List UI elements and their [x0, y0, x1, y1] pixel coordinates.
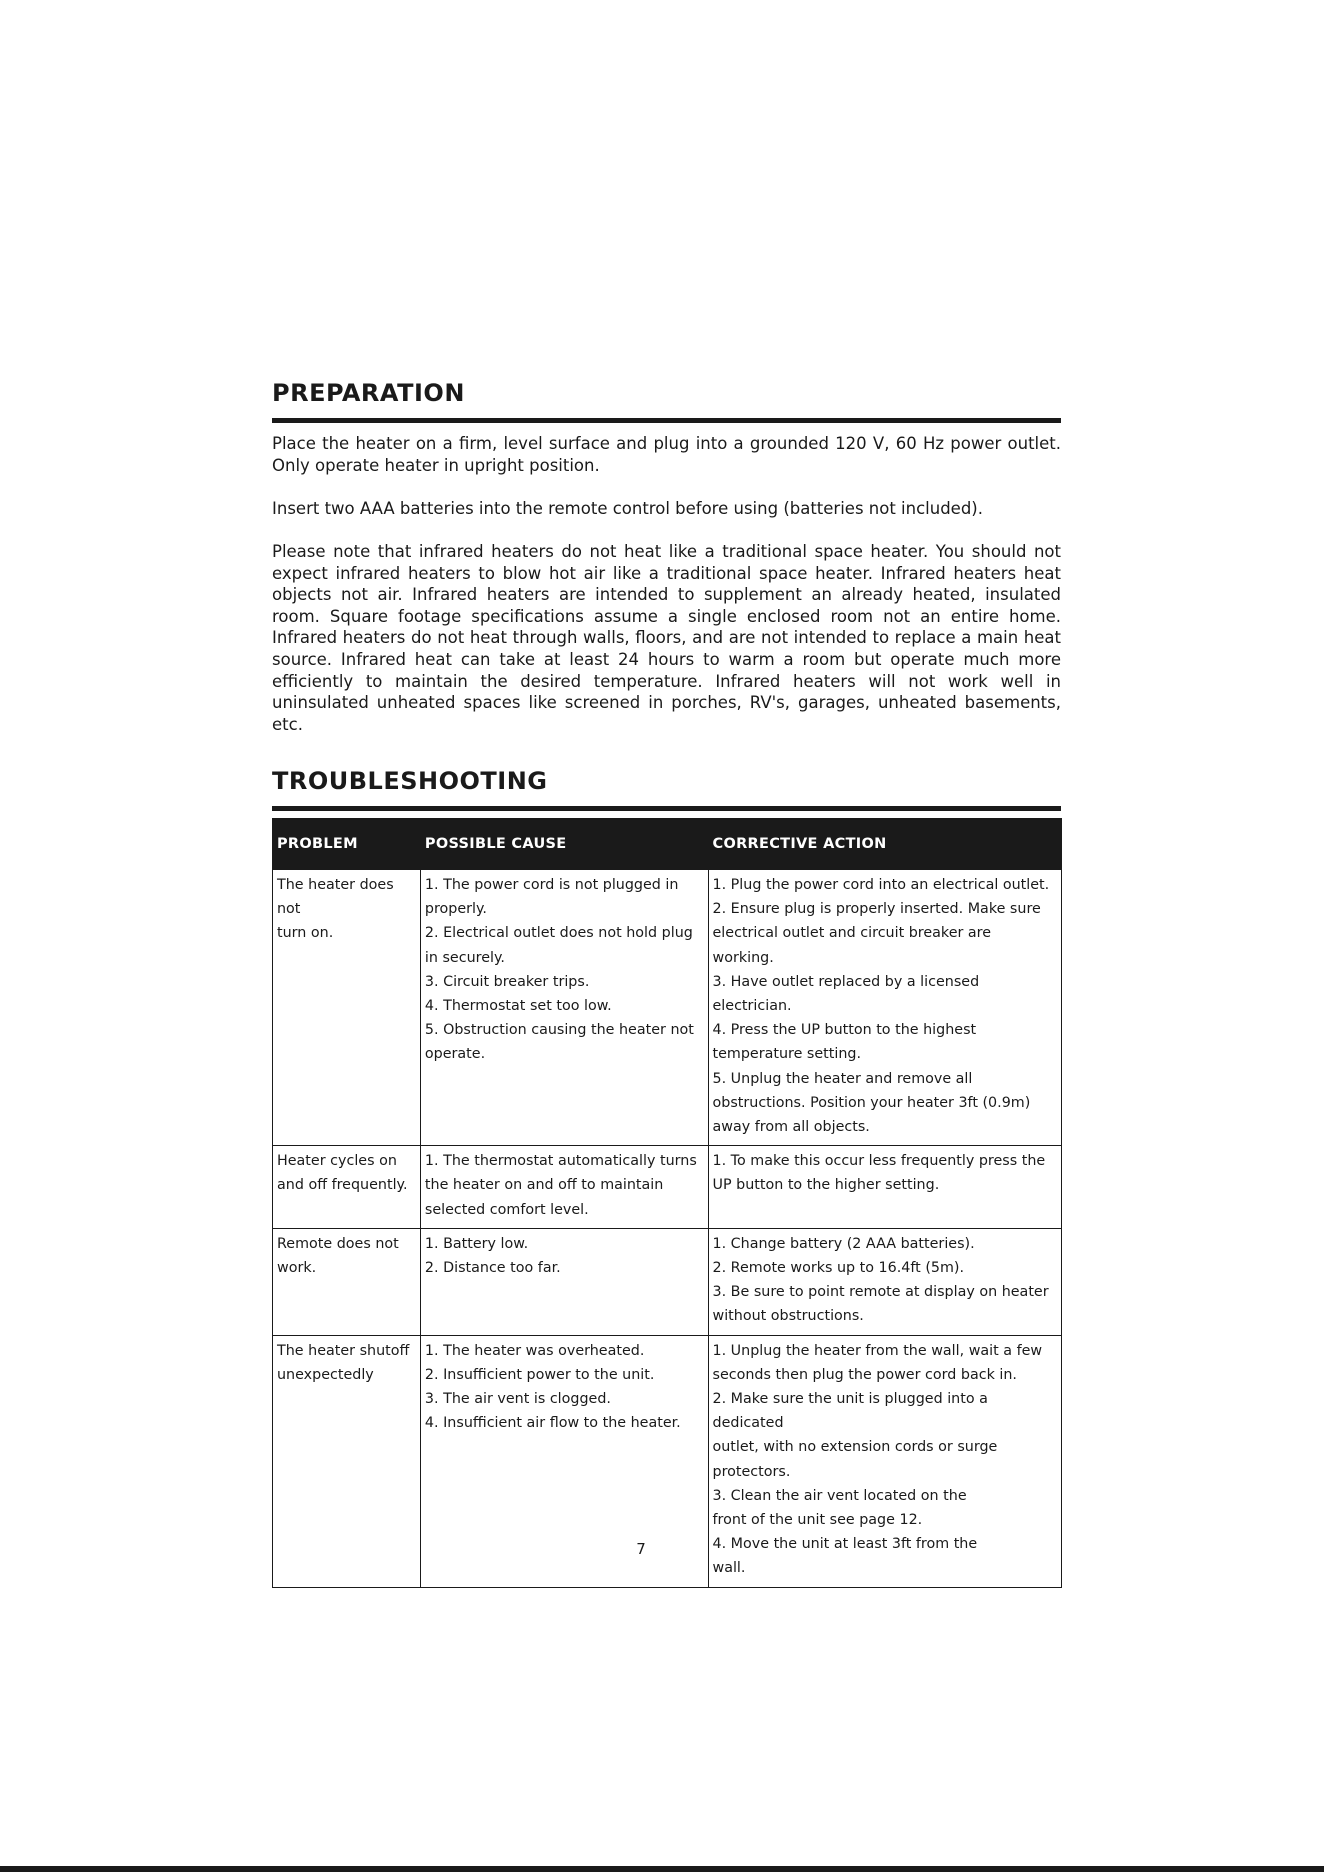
cell-line: wall.: [712, 1560, 746, 1577]
cell-line: 1. The heater was overheated.: [424, 1342, 645, 1359]
cell-line: 3. Clean the air vent located on the: [712, 1487, 967, 1504]
table-header-row: [273, 819, 1062, 870]
cell-line: front of the unit see page 12.: [712, 1512, 923, 1529]
table-row: [273, 1146, 1062, 1229]
cell-line: 4. Thermostat set too low.: [424, 998, 612, 1015]
cell-line: 1. The thermostat automatically turns: [424, 1153, 697, 1170]
action-cell: [708, 1146, 1062, 1229]
cell-line: 2. Ensure plug is properly inserted. Make sure: [712, 901, 1041, 918]
cell-line: 5. Unplug the heater and remove all: [712, 1070, 973, 1087]
cell-line: electrician.: [712, 998, 792, 1015]
cell-line: in securely.: [424, 949, 505, 966]
cell-line: 4. Insufficient air flow to the heater.: [424, 1415, 681, 1432]
table-row: [273, 1228, 1062, 1335]
cell-line: and off frequently.: [277, 1177, 408, 1194]
cell-line: 3. Be sure to point remote at display on heater: [712, 1284, 1049, 1301]
cell-line: 1. Battery low.: [424, 1235, 529, 1252]
cause-cell: [420, 1146, 708, 1229]
cell-line: 3. Circuit breaker trips.: [424, 973, 590, 990]
preparation-divider: [272, 418, 1061, 423]
cell-line: away from all objects.: [712, 1119, 870, 1136]
table-body: [273, 870, 1062, 1588]
cell-line: electrical outlet and circuit breaker are: [712, 925, 992, 942]
cell-line: 2. Make sure the unit is plugged into a dedicated: [712, 1391, 988, 1432]
cell-line: 2. Distance too far.: [424, 1260, 561, 1277]
cell-line: 5. Obstruction causing the heater not: [424, 1022, 694, 1039]
cell-line: 1. Change battery (2 AAA batteries).: [712, 1235, 975, 1252]
page-bottom-edge: [0, 1866, 1324, 1872]
cell-line: 2. Electrical outlet does not hold plug: [424, 925, 693, 942]
cell-line: The heater shutoff: [277, 1342, 410, 1359]
cell-line: Heater cycles on: [277, 1153, 397, 1170]
preparation-body: [272, 433, 1061, 735]
action-cell: [708, 1228, 1062, 1335]
page-number: 7: [636, 1540, 646, 1558]
cell-line: protectors.: [712, 1463, 791, 1480]
cell-line: 2. Insufficient power to the unit.: [424, 1366, 655, 1383]
cell-line: the heater on and off to maintain: [424, 1177, 664, 1194]
problem-cell: [273, 1146, 421, 1229]
header-problem: PROBLEM: [273, 819, 421, 870]
preparation-paragraph: Insert two AAA batteries into the remote control before using (batteries not included).: [272, 498, 983, 518]
cell-line: turn on.: [277, 925, 334, 942]
cell-line: unexpectedly: [277, 1366, 374, 1383]
cell-line: The heater does not: [277, 877, 394, 918]
cell-line: 4. Press the UP button to the highest: [712, 1022, 977, 1039]
cell-line: obstructions. Position your heater 3ft (0.9m): [712, 1094, 1031, 1111]
header-corrective-action: CORRECTIVE ACTION: [708, 819, 1062, 870]
cell-line: 3. Have outlet replaced by a licensed: [712, 973, 980, 990]
preparation-paragraph: Place the heater on a firm, level surface and plug into a grounded 120 V, 60 Hz power outlet. Only operate heater in upright position.: [272, 434, 1061, 475]
troubleshooting-section: [272, 764, 1061, 1588]
cell-line: work.: [277, 1260, 317, 1277]
action-cell: [708, 870, 1062, 1146]
preparation-paragraph: Please note that infrared heaters do not heat like a traditional space heater. You should not expect infrared heaters to blow hot air like a traditional space heater. Infrared heaters heat objects not air. Infrared heaters are intended to supplement an already heated, insulated room. Square footage specifications assume a single enclosed room not an entire home. Infrared heaters do not heat through walls, floors, and are not intended to replace a main heat source. Infrared heat can take at least 24 hours to warm a room but operate much more efficiently to maintain the desired temperature. Infrared heaters will not work well in uninsulated unheated spaces like screened in porches, RV's, garages, unheated basements, etc.: [272, 541, 1061, 734]
troubleshooting-divider: [272, 806, 1061, 811]
cell-line: Remote does not: [277, 1235, 399, 1252]
cell-line: 1. Unplug the heater from the wall, wait a few: [712, 1342, 1043, 1359]
cell-line: seconds then plug the power cord back in.: [712, 1366, 1017, 1383]
cell-line: 2. Remote works up to 16.4ft (5m).: [712, 1260, 965, 1277]
table-row: [273, 870, 1062, 1146]
problem-cell: [273, 870, 421, 1146]
cell-line: properly.: [424, 901, 487, 918]
cell-line: 1. The power cord is not plugged in: [424, 877, 679, 893]
cell-line: UP button to the higher setting.: [712, 1177, 940, 1194]
cell-line: 4. Move the unit at least 3ft from the: [712, 1536, 978, 1553]
troubleshooting-table: [272, 818, 1062, 1588]
cell-line: without obstructions.: [712, 1308, 864, 1325]
cell-line: temperature setting.: [712, 1046, 862, 1063]
cell-line: 1. Plug the power cord into an electrical outlet.: [712, 877, 1050, 893]
preparation-heading: PREPARATION: [272, 379, 465, 407]
cell-line: selected comfort level.: [424, 1201, 589, 1218]
cell-line: operate.: [424, 1046, 486, 1063]
header-possible-cause: POSSIBLE CAUSE: [420, 819, 708, 870]
cause-cell: [420, 1228, 708, 1335]
cell-line: working.: [712, 949, 774, 966]
cell-line: 1. To make this occur less frequently press the: [712, 1153, 1046, 1170]
cell-line: outlet, with no extension cords or surge: [712, 1439, 998, 1456]
cause-cell: [420, 870, 708, 1146]
preparation-section: [272, 376, 1061, 735]
problem-cell: [273, 1228, 421, 1335]
troubleshooting-heading: TROUBLESHOOTING: [272, 767, 548, 795]
cell-line: 3. The air vent is clogged.: [424, 1391, 611, 1408]
